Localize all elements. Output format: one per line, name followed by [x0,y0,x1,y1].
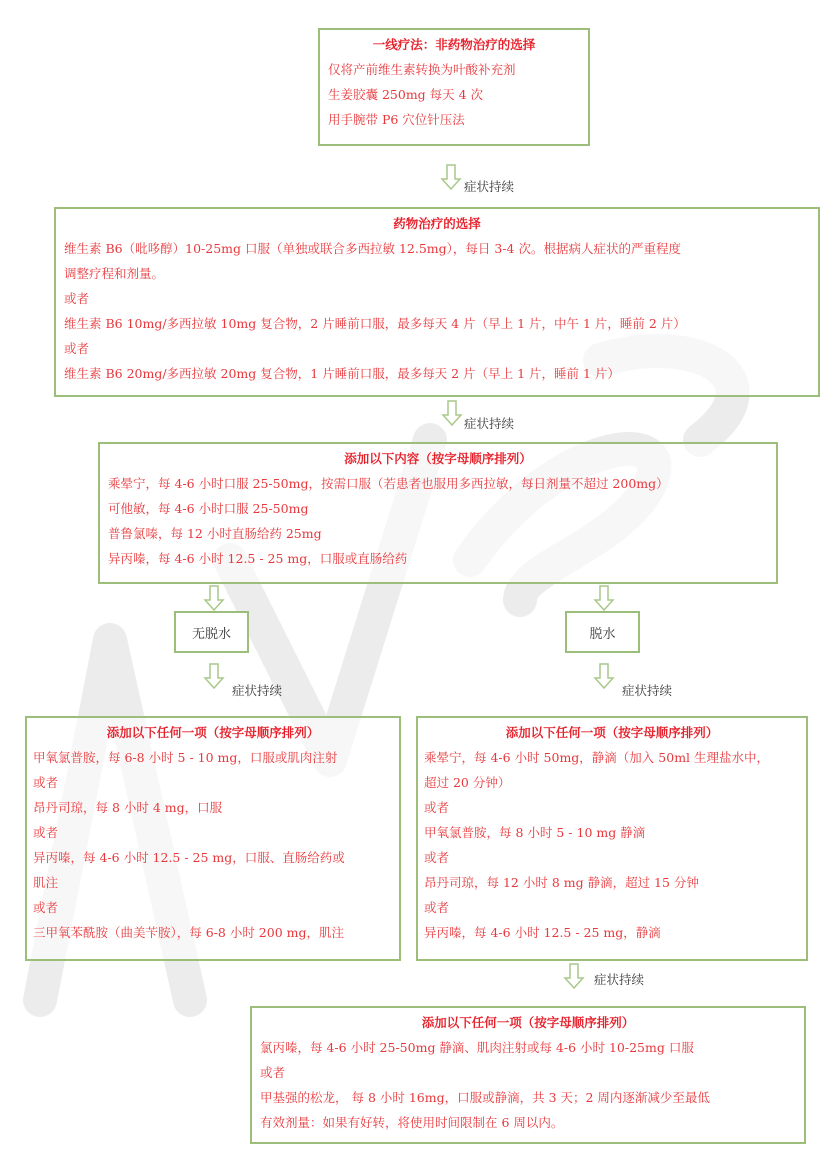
box-line: 维生素 B6 10mg/多西拉敏 10mg 复合物，2 片睡前口服，最多每天 4 片（早上 1 片，中午 1 片，睡前 2 片） [64,316,686,331]
box-line: 甲氧氯普胺，每 6-8 小时 5 - 10 mg，口服或肌肉注射 [33,750,338,765]
down-arrow-icon [563,963,585,989]
down-arrow-icon [593,585,615,611]
box-line: 异丙嗪，每 4-6 小时 12.5 - 25 mg，口服或直肠给药 [108,551,408,566]
box-line: 异丙嗪，每 4-6 小时 12.5 - 25 mg，口服、直肠给药或 [33,850,345,865]
box-line: 生姜胶囊 250mg 每天 4 次 [328,87,484,102]
box-line: 甲氧氯普胺，每 8 小时 5 - 10 mg 静滴 [424,825,646,840]
box-line: 维生素 B6 20mg/多西拉敏 20mg 复合物，1 片睡前口服，最多每天 2 片（早上 1 片，睡前 1 片） [64,366,620,381]
box-line: 昂丹司琼，每 12 小时 8 mg 静滴，超过 15 分钟 [424,875,699,890]
box-line: 调整疗程和剂量。 [64,266,165,281]
symptoms-persist-label: 症状持续 [464,416,515,431]
first-line-therapy-box [318,28,590,146]
symptoms-persist-label: 症状持续 [464,179,515,194]
symptoms-persist-label: 症状持续 [622,683,673,698]
no-dehydration-options-box [25,716,401,961]
down-arrow-icon [203,663,225,689]
box-line: 乘晕宁，每 4-6 小时 50mg，静滴（加入 50ml 生理盐水中， [424,750,770,765]
dehydration-options-box [416,716,808,961]
box-title: 添加以下任何一项（按字母顺序排列） [106,725,320,740]
symptoms-persist-label: 症状持续 [594,972,645,987]
box-line: 用手腕带 P6 穴位针压法 [328,112,465,127]
final-options-box [250,1006,806,1144]
box-line: 三甲氧苯酰胺（曲美苄胺），每 6-8 小时 200 mg，肌注 [33,925,344,940]
box-line: 超过 20 分钟） [424,775,511,790]
box-title: 添加以下任何一项（按字母顺序排列） [421,1015,635,1030]
box-line: 可他敏，每 4-6 小时口服 25-50mg [108,501,309,516]
box-line: 普鲁氯嗪，每 12 小时直肠给药 25mg [108,526,322,541]
box-line: 异丙嗪，每 4-6 小时 12.5 - 25 mg，静滴 [424,925,661,940]
add-following-box [98,442,778,584]
box-title: 药物治疗的选择 [393,216,481,231]
box-line: 氯丙嗪，每 4-6 小时 25-50mg 静滴、肌肉注射或每 4-6 小时 10-25mg 口服 [260,1040,694,1055]
drug-therapy-box [54,207,820,397]
box-line: 肌注 [33,875,59,890]
box-title: 一线疗法：非药物治疗的选择 [372,37,536,52]
no-dehydration-box: 无脱水 [174,611,249,653]
down-arrow-icon [203,585,225,611]
down-arrow-icon [440,164,462,190]
box-line: 或者 [260,1065,286,1080]
box-line: 或者 [64,341,90,356]
dehydration-box: 脱水 [565,611,640,653]
box-line: 维生素 B6（吡哆醇）10-25mg 口服（单独或联合多西拉敏 12.5mg），每日 3-4 次。根据病人症状的严重程度 [64,241,681,256]
box-line: 仅将产前维生素转换为叶酸补充剂 [328,62,516,77]
box-line: 或者 [33,775,59,790]
box-title: 添加以下任何一项（按字母顺序排列） [505,725,719,740]
box-line: 乘晕宁，每 4-6 小时口服 25-50mg，按需口服（若患者也服用多西拉敏，每日剂量不超过 200mg） [108,476,669,491]
box-line: 或者 [424,850,450,865]
box-line: 或者 [424,900,450,915]
down-arrow-icon [441,400,463,426]
box-line: 或者 [64,291,90,306]
box-line: 甲基强的松龙， 每 8 小时 16mg，口服或静滴，共 3 天；2 周内逐渐减少至最低 [260,1090,710,1105]
box-title: 添加以下内容（按字母顺序排列） [344,451,532,466]
box-line: 有效剂量：如果有好转，将使用时间限制在 6 周以内。 [260,1115,564,1130]
box-line: 或者 [424,800,450,815]
box-line: 昂丹司琼，每 8 小时 4 mg，口服 [33,800,223,815]
down-arrow-icon [593,663,615,689]
box-line: 或者 [33,825,59,840]
symptoms-persist-label: 症状持续 [232,683,283,698]
box-line: 或者 [33,900,59,915]
